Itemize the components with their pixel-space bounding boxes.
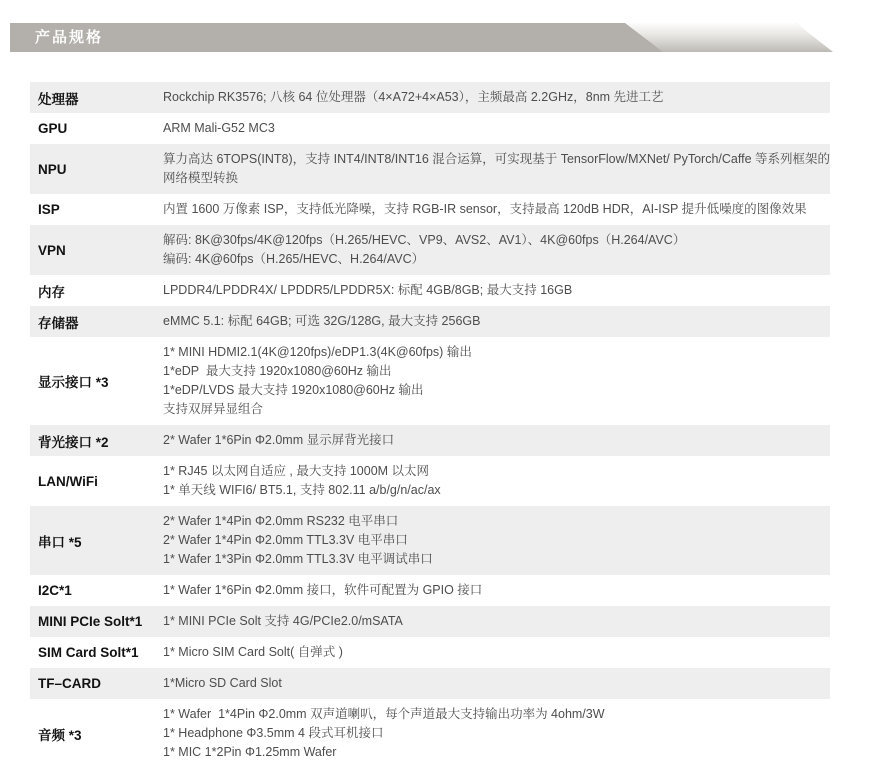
spec-value-line: 编码: 4K@60fps（H.265/HEVC、H.264/AVC） <box>163 252 425 266</box>
spec-value-line: 2* Wafer 1*6Pin Φ2.0mm 显示屏背光接口 <box>163 433 395 447</box>
spec-row <box>30 82 830 113</box>
spec-label: 串口 *5 <box>38 534 82 550</box>
spec-value-line: LPDDR4/LPDDR4X/ LPDDR5/LPDDR5X: 标配 4GB/8GB; 最大支持 16GB <box>163 283 573 297</box>
spec-value <box>163 275 830 306</box>
spec-value <box>163 668 830 699</box>
spec-row <box>30 275 830 306</box>
spec-label: ISP <box>38 202 60 217</box>
spec-value <box>163 506 830 575</box>
spec-row <box>30 225 830 275</box>
spec-table <box>30 82 830 768</box>
spec-label: 处理器 <box>38 91 79 107</box>
spec-row <box>30 668 830 699</box>
spec-row <box>30 337 830 425</box>
spec-label: NPU <box>38 161 67 177</box>
spec-value-line: 1* RJ45 以太网自适应 , 最大支持 1000M 以太网 <box>163 464 430 478</box>
spec-row <box>30 425 830 456</box>
spec-value <box>163 225 830 275</box>
spec-label: VPN <box>38 242 66 258</box>
spec-value-line: 2* Wafer 1*4Pin Φ2.0mm TTL3.3V 电平串口 <box>163 533 408 547</box>
spec-value <box>163 699 830 768</box>
spec-label: MINI PCIe Solt*1 <box>38 614 143 629</box>
spec-value-line: 1* MINI PCIe Solt 支持 4G/PCIe2.0/mSATA <box>163 614 403 628</box>
spec-value-line: 1*eDP 最大支持 1920x1080@60Hz 输出 <box>163 364 392 378</box>
spec-value <box>163 113 830 144</box>
spec-label: 背光接口 *2 <box>38 434 109 450</box>
spec-value-line: 1* Wafer 1*4Pin Φ2.0mm 双声道喇叭，每个声道最大支持输出功率为 4ohm/3W <box>163 707 605 721</box>
spec-label: SIM Card Solt*1 <box>38 645 139 660</box>
spec-value <box>163 575 830 606</box>
spec-value-line: 1* Wafer 1*3Pin Φ2.0mm TTL3.3V 电平调试串口 <box>163 552 433 566</box>
spec-row <box>30 194 830 225</box>
spec-row <box>30 306 830 337</box>
spec-value-line: 解码: 8K@30fps/4K@120fps（H.265/HEVC、VP9、AVS2、AV1）、4K@60fps（H.264/AVC） <box>163 233 686 247</box>
spec-value-line: 1*eDP/LVDS 最大支持 1920x1080@60Hz 输出 <box>163 383 424 397</box>
spec-row <box>30 456 830 506</box>
spec-row <box>30 506 830 575</box>
spec-row <box>30 144 830 194</box>
spec-label: 内存 <box>38 284 65 300</box>
spec-label: LAN/WiFi <box>38 473 98 489</box>
spec-row <box>30 637 830 668</box>
spec-row <box>30 699 830 768</box>
spec-value <box>163 194 830 225</box>
spec-value <box>163 456 830 506</box>
spec-value-line: Rockchip RK3576; 八核 64 位处理器（4×A72+4×A53），主频最高 2.2GHz，8nm 先进工艺 <box>163 90 664 104</box>
spec-value-line: 支持双屏异显组合 <box>163 402 264 416</box>
spec-value-line: 1* 单天线 WIFI6/ BT5.1, 支持 802.11 a/b/g/n/ac/ax <box>163 483 441 497</box>
spec-label: 音频 *3 <box>38 727 82 743</box>
spec-value-line: eMMC 5.1: 标配 64GB; 可选 32G/128G, 最大支持 256GB <box>163 314 481 328</box>
spec-value <box>163 306 830 337</box>
section-header <box>10 23 832 52</box>
spec-value <box>163 425 830 456</box>
spec-value-line: 内置 1600 万像素 ISP，支持低光降噪，支持 RGB-IR sensor，支持最高 120dB HDR，AI-ISP 提升低噪度的图像效果 <box>163 202 807 216</box>
spec-label: 显示接口 *3 <box>38 375 109 390</box>
spec-label: TF–CARD <box>38 676 101 691</box>
spec-row <box>30 575 830 606</box>
spec-row <box>30 113 830 144</box>
spec-value-line: 1* Micro SIM Card Solt( 自弹式 ) <box>163 645 343 659</box>
spec-label: 存储器 <box>38 315 79 331</box>
spec-value-line: 1* Headphone Φ3.5mm 4 段式耳机接口 <box>163 726 384 740</box>
spec-value-line: 1* Wafer 1*6Pin Φ2.0mm 接口，软件可配置为 GPIO 接口 <box>163 583 483 597</box>
spec-value-line: 2* Wafer 1*4Pin Φ2.0mm RS232 电平串口 <box>163 514 399 528</box>
spec-value <box>163 82 830 113</box>
spec-label: GPU <box>38 121 68 136</box>
spec-value-line: 1* MINI HDMI2.1(4K@120fps)/eDP1.3(4K@60fps) 输出 <box>163 345 472 359</box>
spec-row <box>30 606 830 637</box>
spec-value <box>163 606 830 637</box>
spec-value-line: 算力高达 6TOPS(INT8)，支持 INT4/INT8/INT16 混合运算，可实现基于 TensorFlow/MXNet/ PyTorch/Caffe 等系列框架的网络模型转换 <box>163 152 831 185</box>
spec-value <box>163 144 830 194</box>
spec-value-line: 1* MIC 1*2Pin Φ1.25mm Wafer <box>163 745 337 759</box>
spec-value <box>163 337 830 425</box>
spec-label: I2C*1 <box>38 583 72 598</box>
spec-value-line: 1*Micro SD Card Slot <box>163 676 282 690</box>
spec-value-line: ARM Mali-G52 MC3 <box>163 121 275 135</box>
spec-value <box>163 637 830 668</box>
section-title: 产品规格 <box>35 29 104 46</box>
